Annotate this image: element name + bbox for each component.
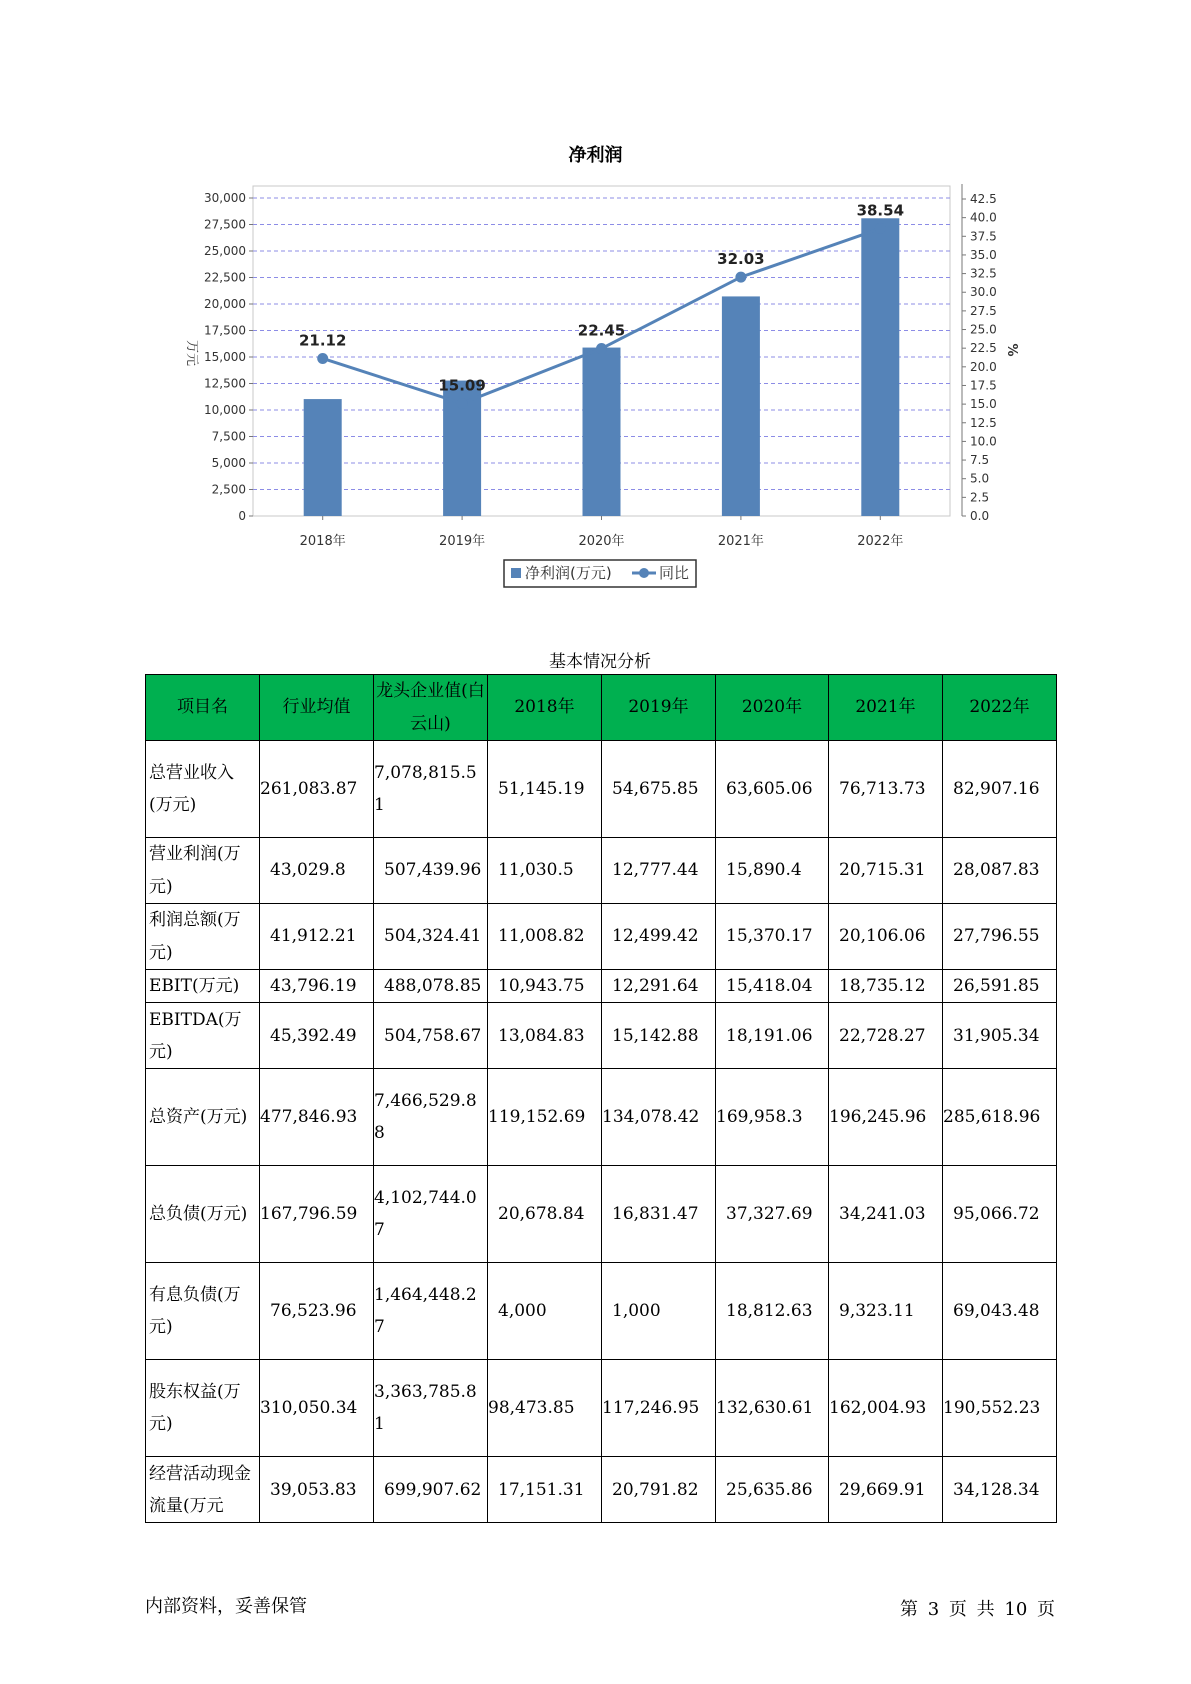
table-cell: 15,890.4: [716, 838, 829, 904]
yoy-point: [317, 353, 328, 364]
table-cell: 4,000: [488, 1263, 602, 1360]
row-label: 营业利润(万元): [146, 838, 260, 904]
data-label: 21.12: [298, 331, 347, 350]
y2-axis-label: %: [1004, 343, 1019, 357]
y2-tick-label: 42.5: [970, 192, 997, 206]
table-row: [146, 1166, 1057, 1263]
table-cell: 95,066.72: [943, 1166, 1057, 1263]
table-cell: 18,735.12: [829, 970, 943, 1003]
y2-tick-label: 37.5: [970, 229, 997, 244]
header-2022: 2022年: [943, 675, 1057, 741]
table-cell: 20,715.31: [829, 838, 943, 904]
table-caption: 基本情况分析: [549, 652, 651, 672]
table-cell: 69,043.48: [943, 1263, 1057, 1360]
y-tick-label: 15,000: [204, 350, 246, 364]
row-label: 总营业收入(万元): [146, 741, 260, 838]
table-header-row: [146, 675, 1057, 741]
footer-page-number: 第 3 页 共 10 页: [900, 1599, 1055, 1620]
y2-tick-label: 40.0: [970, 210, 997, 225]
table-cell: 119,152.69: [488, 1069, 602, 1166]
yoy-point: [875, 223, 886, 234]
x-tick-label: 2018年: [299, 534, 346, 549]
data-label: 22.45: [577, 321, 626, 340]
table-row: [146, 1069, 1057, 1166]
table-cell: 45,392.49: [260, 1003, 374, 1069]
table-cell: 27,796.55: [943, 904, 1057, 970]
table-cell: 1,000: [602, 1263, 716, 1360]
table-cell: 7,078,815.51: [374, 741, 488, 838]
y2-tick-label: 17.5: [970, 378, 997, 393]
legend-bar-swatch: [511, 568, 521, 578]
legend-line-marker: [639, 568, 649, 578]
table-cell: 25,635.86: [716, 1457, 829, 1523]
table-cell: 34,241.03: [829, 1166, 943, 1263]
y-tick-label: 17,500: [204, 323, 246, 338]
table-cell: 41,912.21: [260, 904, 374, 970]
table-cell: 17,151.31: [488, 1457, 602, 1523]
table-cell: 488,078.85: [374, 970, 488, 1003]
table-cell: 54,675.85: [602, 741, 716, 838]
y-tick-label: 20,000: [204, 297, 246, 311]
table-cell: 26,591.85: [943, 970, 1057, 1003]
table-row: [146, 838, 1057, 904]
table-cell: 132,630.61: [716, 1360, 829, 1457]
row-label: EBITDA(万元): [146, 1003, 260, 1069]
legend-bar-label: 净利润(万元): [525, 564, 612, 582]
y-tick-label: 27,500: [204, 217, 246, 232]
x-tick-label: 2020年: [578, 534, 625, 549]
table-cell: 12,499.42: [602, 904, 716, 970]
table-row: [146, 741, 1057, 838]
data-label: 15.09: [438, 376, 486, 395]
header-item-name: 项目名: [146, 675, 260, 741]
x-tick-label: 2019年: [439, 534, 486, 549]
table-cell: 34,128.34: [943, 1457, 1057, 1523]
table-cell: 28,087.83: [943, 838, 1057, 904]
table-cell: 9,323.11: [829, 1263, 943, 1360]
yoy-point: [596, 343, 607, 354]
table-cell: 699,907.62: [374, 1457, 488, 1523]
table-cell: 1,464,448.27: [374, 1263, 488, 1360]
table-cell: 507,439.96: [374, 838, 488, 904]
y-tick-label: 5,000: [211, 456, 246, 470]
y-tick-label: 10,000: [204, 403, 246, 417]
y2-tick-label: 35.0: [970, 247, 997, 262]
table-cell: 16,831.47: [602, 1166, 716, 1263]
table-cell: 261,083.87: [260, 741, 374, 838]
table-cell: 504,758.67: [374, 1003, 488, 1069]
bar: [722, 296, 760, 516]
y2-tick-label: 15.0: [970, 397, 997, 412]
y-tick-label: 0: [238, 509, 246, 523]
y2-tick-label: 7.5: [970, 453, 990, 468]
yoy-point: [735, 272, 746, 283]
table-row: [146, 1360, 1057, 1457]
table-cell: 63,605.06: [716, 741, 829, 838]
table-row: [146, 1457, 1057, 1523]
row-label: 经营活动现金流量(万元: [146, 1457, 260, 1523]
table-cell: 190,552.23: [943, 1360, 1057, 1457]
y-tick-label: 22,500: [204, 270, 246, 285]
table-cell: 12,291.64: [602, 970, 716, 1003]
y-tick-label: 12,500: [204, 376, 246, 391]
y-tick-label: 7,500: [211, 429, 246, 444]
y2-tick-label: 2.5: [970, 490, 990, 505]
table-cell: 29,669.91: [829, 1457, 943, 1523]
x-tick-label: 2021年: [717, 534, 764, 549]
net-profit-chart: [0, 170, 1191, 600]
table-cell: 98,473.85: [488, 1360, 602, 1457]
table-cell: 76,713.73: [829, 741, 943, 838]
table-cell: 43,796.19: [260, 970, 374, 1003]
table-row: [146, 904, 1057, 970]
table-cell: 18,812.63: [716, 1263, 829, 1360]
legend-line-label: 同比: [659, 564, 690, 582]
header-industry-avg: 行业均值: [260, 675, 374, 741]
table-row: [146, 1263, 1057, 1360]
table-cell: 504,324.41: [374, 904, 488, 970]
chart-title: 净利润: [568, 145, 623, 166]
table-row: [146, 970, 1057, 1003]
bar: [861, 218, 899, 516]
row-label: EBIT(万元): [146, 970, 260, 1003]
table-cell: 39,053.83: [260, 1457, 374, 1523]
y2-tick-label: 27.5: [970, 303, 997, 318]
y2-tick-label: 0.0: [970, 509, 990, 523]
row-label: 股东权益(万元): [146, 1360, 260, 1457]
y2-tick-label: 20.0: [970, 359, 997, 374]
bar: [304, 399, 342, 516]
table-cell: 117,246.95: [602, 1360, 716, 1457]
table-cell: 76,523.96: [260, 1263, 374, 1360]
table-cell: 477,846.93: [260, 1069, 374, 1166]
footer-confidential-note: 内部资料，妥善保管: [145, 1596, 307, 1617]
table-cell: 22,728.27: [829, 1003, 943, 1069]
basic-analysis-table: [145, 674, 1057, 1523]
header-leader-value: 龙头企业值(白云山): [374, 675, 488, 741]
y-tick-label: 2,500: [211, 482, 246, 497]
table-cell: 285,618.96: [943, 1069, 1057, 1166]
table-cell: 196,245.96: [829, 1069, 943, 1166]
y2-tick-label: 10.0: [970, 434, 997, 449]
table-cell: 310,050.34: [260, 1360, 374, 1457]
row-label: 总负债(万元): [146, 1166, 260, 1263]
y-axis-label: 万元: [184, 339, 199, 367]
table-cell: 7,466,529.88: [374, 1069, 488, 1166]
y2-tick-label: 12.5: [970, 415, 997, 430]
table-cell: 15,418.04: [716, 970, 829, 1003]
y2-tick-label: 32.5: [970, 266, 997, 281]
table-cell: 10,943.75: [488, 970, 602, 1003]
table-cell: 20,678.84: [488, 1166, 602, 1263]
table-cell: 162,004.93: [829, 1360, 943, 1457]
data-label: 38.54: [856, 201, 905, 220]
table-cell: 11,008.82: [488, 904, 602, 970]
table-cell: 43,029.8: [260, 838, 374, 904]
table-cell: 37,327.69: [716, 1166, 829, 1263]
table-cell: 82,907.16: [943, 741, 1057, 838]
y-tick-label: 25,000: [204, 244, 246, 258]
header-2021: 2021年: [829, 675, 943, 741]
table-cell: 15,370.17: [716, 904, 829, 970]
y-tick-label: 30,000: [204, 191, 246, 205]
y2-tick-label: 22.5: [970, 341, 997, 356]
header-2020: 2020年: [716, 675, 829, 741]
row-label: 有息负债(万元): [146, 1263, 260, 1360]
yoy-point: [457, 398, 468, 409]
table-row: [146, 1003, 1057, 1069]
table-cell: 12,777.44: [602, 838, 716, 904]
table-cell: 20,791.82: [602, 1457, 716, 1523]
data-label: 32.03: [717, 250, 765, 269]
table-cell: 20,106.06: [829, 904, 943, 970]
table-cell: 167,796.59: [260, 1166, 374, 1263]
y2-tick-label: 25.0: [970, 322, 997, 337]
header-2018: 2018年: [488, 675, 602, 741]
table-cell: 31,905.34: [943, 1003, 1057, 1069]
table-cell: 4,102,744.07: [374, 1166, 488, 1263]
y2-tick-label: 30.0: [970, 285, 997, 300]
table-cell: 134,078.42: [602, 1069, 716, 1166]
table-cell: 13,084.83: [488, 1003, 602, 1069]
y2-tick-label: 5.0: [970, 471, 990, 486]
table-cell: 15,142.88: [602, 1003, 716, 1069]
table-cell: 11,030.5: [488, 838, 602, 904]
table-cell: 18,191.06: [716, 1003, 829, 1069]
table-cell: 51,145.19: [488, 741, 602, 838]
table-cell: 3,363,785.81: [374, 1360, 488, 1457]
bar: [583, 348, 621, 516]
x-tick-label: 2022年: [857, 534, 904, 549]
table-cell: 169,958.3: [716, 1069, 829, 1166]
row-label: 总资产(万元): [146, 1069, 260, 1166]
row-label: 利润总额(万元): [146, 904, 260, 970]
header-2019: 2019年: [602, 675, 716, 741]
